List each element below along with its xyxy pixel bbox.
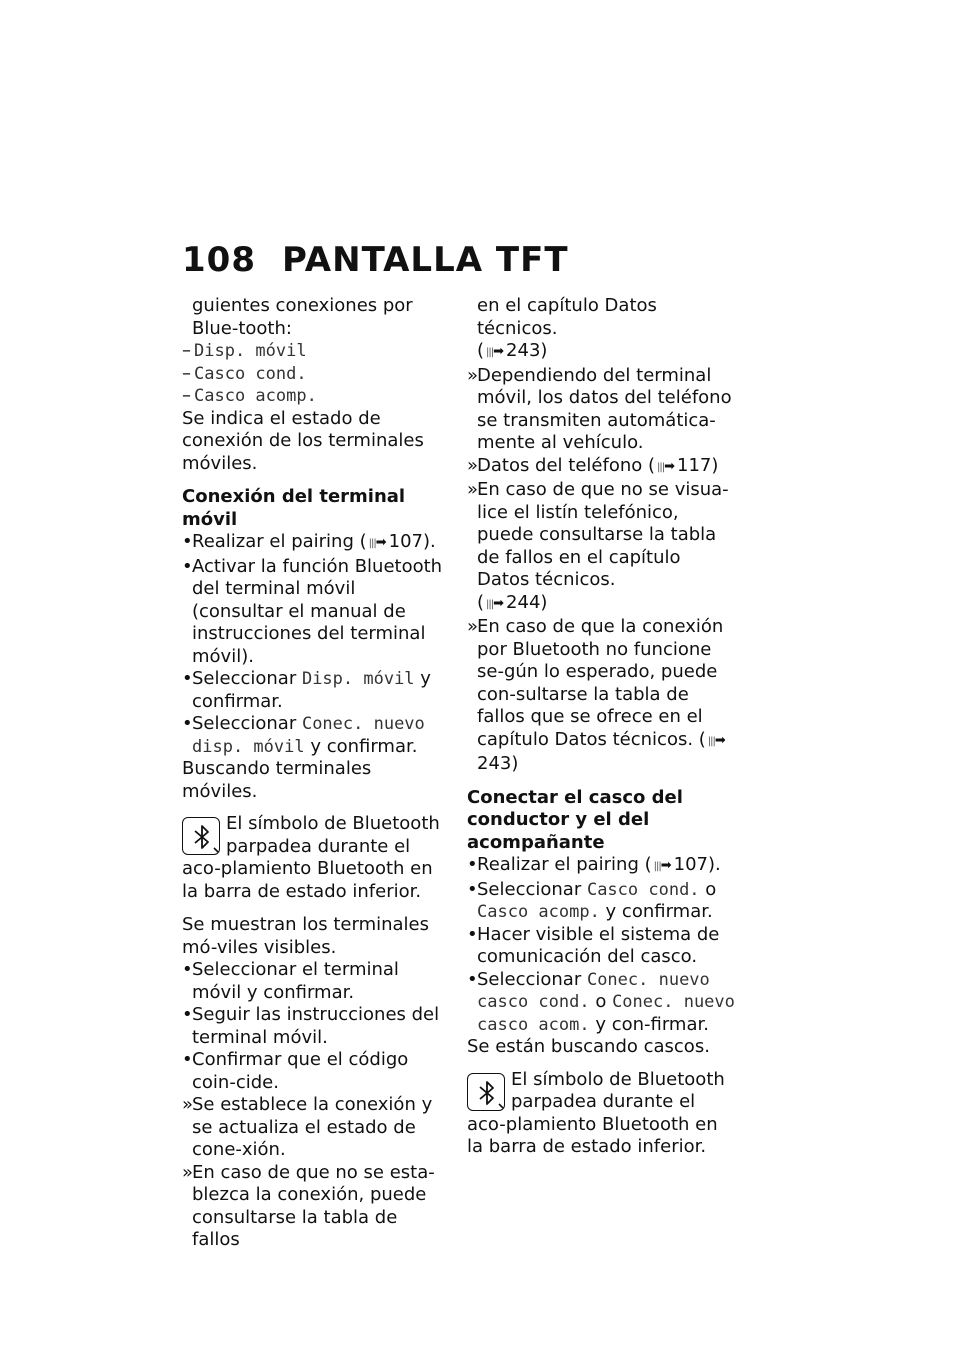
option-item: – Casco cond. — [182, 362, 307, 384]
option-item: – Disp. móvil — [182, 340, 307, 361]
continued-text: en el capítulo Datos técnicos. ( |||➡ 243) — [467, 295, 735, 365]
section-title: Conectar el casco del conductor y el del acompañante — [467, 786, 683, 853]
step-item: • Realizar el pairing ( |||➡ 107). — [182, 531, 450, 556]
searching-text: Buscando terminales móviles. — [182, 758, 372, 802]
shown-text: Se muestran los terminales mó-viles visibles. — [182, 914, 429, 958]
page-reference-arrow-icon: |||➡ — [707, 732, 726, 748]
step-item: • Seleccionar Casco cond. o Casco acomp. y confirmar. — [467, 878, 717, 922]
page-title: PANTALLA TFT — [282, 240, 569, 280]
result-item: » En caso de que la conexión por Bluetooth no funcione se-gún lo esperado, puede con-sultarse la tabla de fallos que se ofrece en el capítulo Datos técnicos. ( |||➡243) — [467, 616, 726, 774]
step-item: • Activar la función Bluetooth del terminal móvil (consultar el manual de instrucciones del terminal móvil). — [182, 555, 443, 667]
step-item: • Seleccionar el terminal móvil y confirmar. — [182, 959, 399, 1003]
searching-text: Se están buscando cascos. — [467, 1036, 710, 1057]
intro-text: guientes conexiones por Blue-tooth: — [192, 295, 413, 339]
page-reference-arrow-icon: |||➡ — [486, 344, 505, 359]
result-item: » En caso de que no se visua-lice el listín telefónico, puede consultarse la tabla de fallos en el capítulo Datos técnicos. ( |||➡ 244) — [467, 479, 735, 616]
result-item: » Datos del teléfono ( |||➡ 117) — [467, 455, 735, 480]
step-item: • Seleccionar Conec. nuevo casco cond. o Conec. nuevo casco acom. y con-firmar. — [467, 968, 735, 1035]
status-text: Se indica el estado de conexión de los terminales móviles. — [182, 407, 424, 474]
step-item: • Confirmar que el código coin-cide. — [182, 1049, 409, 1093]
result-item: » En caso de que no se esta-blezca la conexión, puede consultarse la tabla de fallos — [182, 1161, 435, 1250]
result-item: » Se establece la conexión y se actualiza el estado de cone-xión. — [182, 1094, 433, 1160]
left-column — [182, 295, 450, 1252]
option-item: – Casco acomp. — [182, 385, 317, 406]
section-title: Conexión del terminal móvil — [182, 486, 406, 530]
step-item: • Realizar el pairing ( |||➡ 107). — [467, 854, 735, 879]
step-item: • Hacer visible el sistema de comunicación del casco. — [467, 923, 720, 967]
page-reference-arrow-icon: |||➡ — [657, 458, 676, 474]
bluetooth-note: El símbolo de Bluetooth parpadea durante el aco-plamiento Bluetooth en la barra de estado inferior. — [182, 813, 440, 902]
bluetooth-note: El símbolo de Bluetooth parpadea durante el aco-plamiento Bluetooth en la barra de estado inferior. — [467, 1068, 725, 1157]
page-number: 108 — [182, 240, 256, 280]
step-item: • Seleccionar Conec. nuevo disp. móvil y confirmar. — [182, 713, 425, 757]
page-reference-arrow-icon: |||➡ — [368, 535, 387, 550]
step-item: • Seguir las instrucciones del terminal móvil. — [182, 1004, 440, 1048]
page-reference-arrow-icon: |||➡ — [653, 858, 672, 873]
step-item: • Seleccionar Disp. móvil y confirmar. — [182, 668, 431, 712]
page-reference-arrow-icon: |||➡ — [486, 595, 505, 611]
bluetooth-icon — [182, 817, 220, 855]
bluetooth-icon — [467, 1073, 505, 1111]
right-column — [467, 295, 735, 1159]
result-item: » Dependiendo del terminal móvil, los datos del teléfono se transmiten automática-mente al vehículo. — [467, 364, 732, 453]
page-header — [182, 240, 569, 280]
